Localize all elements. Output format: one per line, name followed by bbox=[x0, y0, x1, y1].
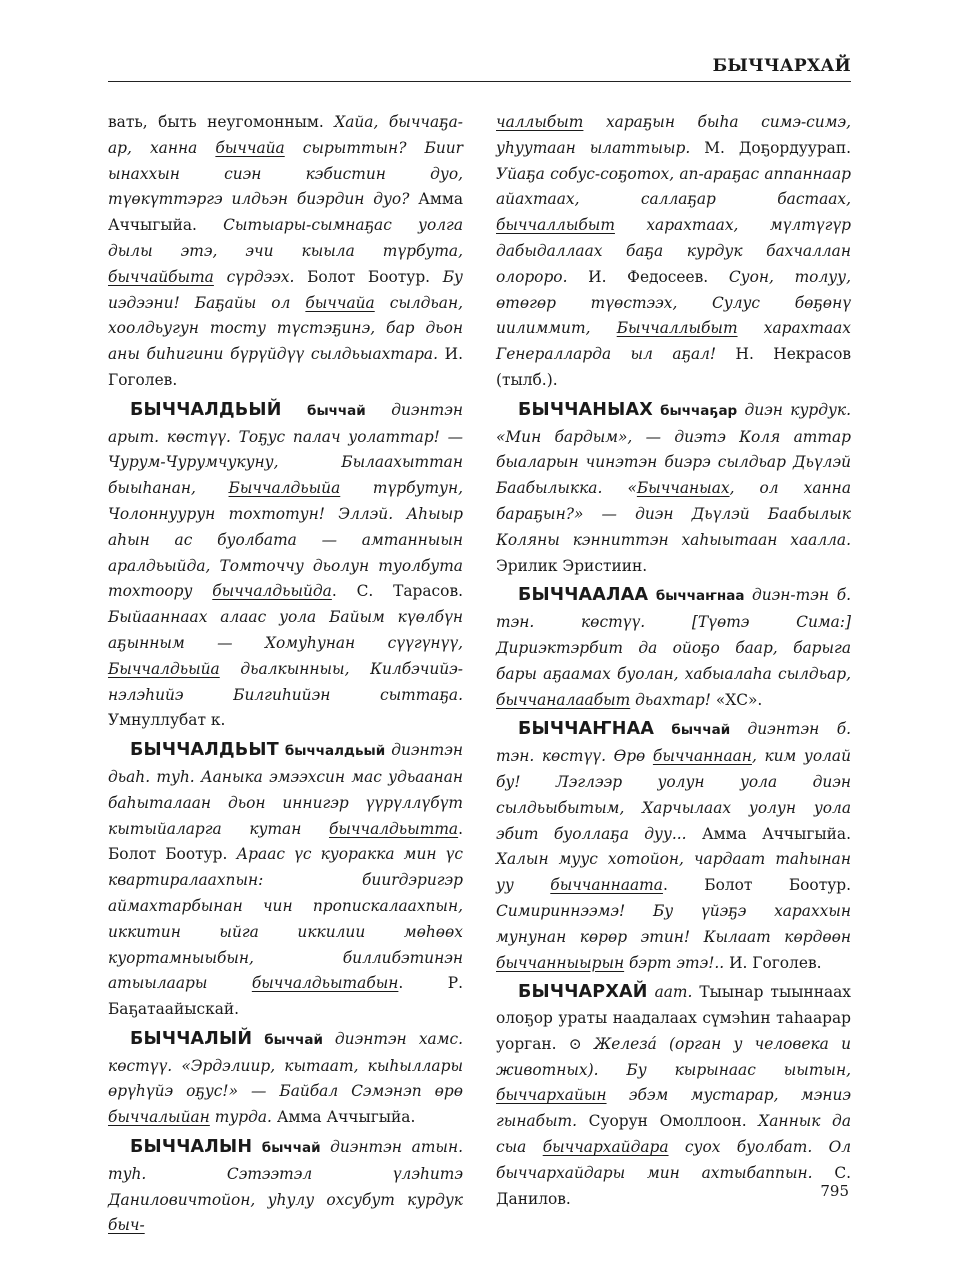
entry-bychchaalaa: БЫЧЧААЛАА быччаҥнаа диэн-тэн б. тэн. көстүү. [Түөтэ Сима:] Дириэктэрбит да ойоҕо баар, барыга бары аҕаамах буолан, хабыалаһа сылдьар, быччаналаабыт дьахтар! «ХС». bbox=[496, 585, 852, 709]
headword: БЫЧЧАЛЫЙ bbox=[130, 1028, 253, 1049]
headword: БЫЧЧАЛДЬЫЙ bbox=[130, 399, 282, 420]
left-column bbox=[108, 110, 463, 1239]
entry-continuation: вать, быть неугомонным. Хайа, быччаҕа-ар, ханна быччайа сырыттын? Бииr ынаххын сиэн кэбистин дуо, түөкүттэргэ илдьэн биэрдин дуо? Амма Аччыгыйа. Сытыары-сымнаҕас уолга дылы этэ, эчи кыыла түрбута, быччайбыта сүрдээх. Болот Боотур. Бу иэдээни! Баҕайы ол быччайа сылдьан, хоолдьугун тосту түстэҕинэ, бар дьон аны биһигини бүрүйдүү сылдьыахтара. И. Гоголев. bbox=[108, 113, 464, 389]
entry-bychchalyj: БЫЧЧАЛЫЙ быччай диэнтэн хамс. көстүү. «Эрдэлиир, кытаат, кыһыллары өрүһүйэ оҕус!» — Байбал Сэмэнэп өрө быччалыйан турда. Амма Аччыгыйа. bbox=[108, 1028, 463, 1127]
entry-bychcharhaj: БЫЧЧАРХАЙ аат. Тыынар тыыннаах олоҕор ураты наадалаах сүмэһин таһаарар уорган. ⊙ Железа́ (орган у человека и животных). Бу кырынаас ыытын, быччархайын эбэм мустарар, мэниэ гынабыт. Суорун Омоллоон. Ханнык да сыа быччархайдара суох буолбат. Ол быччархайдары мин ахтыбаппын. С. Данилов. bbox=[496, 982, 851, 1208]
headword: БЫЧЧАЛДЬЫТ bbox=[130, 740, 279, 761]
running-head: БЫЧЧАРХАЙ bbox=[712, 56, 851, 76]
page-number: 795 bbox=[820, 1182, 849, 1200]
entry-bychchanyah: БЫЧЧАНЫАХ быччаҕар диэн курдук. «Мин бардым», — диэтэ Коля аттар быаларын чинэтэн биэрэ сылдьар Дьүлэй Баабылыкка. «Быччаныах, ол ханна бараҕын?» — диэн Дьүлэй Баабылык Коляны кэнниттэн хаһыытаан хаалла. Эрилик Эристиин. bbox=[496, 399, 852, 575]
entry-bychchalyn: БЫЧЧАЛЫН быччай диэнтэн атын. туһ. Сэтээтэл үлэһитэ Даниловичтойон, уһулу охсубут курдук быч- bbox=[108, 1137, 463, 1235]
headword: БЫЧЧААЛАА bbox=[518, 585, 649, 606]
right-column bbox=[496, 110, 851, 1212]
headword: БЫЧЧАЛЫН bbox=[130, 1137, 253, 1158]
entry-bychchaldyt: БЫЧЧАЛДЬЫТ быччалдьый диэнтэн дьаһ. туһ. Ааныка эмээхсин мас удьаанан баһыталаан дьон иннигэр үүрүллүбүт кытыйаларга кутан быччалдьытта. Болот Боотур. Араас үс куоракка мин үс квартиралаахпын: бииrдэригэр аймахтарбынан чин пропискалаахпын, иккитин ыйга иккилии мөһөөх куортамныыбын, биллибэтинэн атыылаары быччалдьытабын. Р. Баҕатаайыскай. bbox=[108, 740, 464, 1019]
headword: БЫЧЧАНЫАХ bbox=[518, 399, 653, 420]
headword: БЫЧЧАҤНАА bbox=[518, 719, 655, 740]
entry-bychchangnaa: БЫЧЧАҤНАА быччай диэнтэн б. тэн. көстүү. Өрө быччаннаан, ким уолай бу! Лэглээр уолун уола диэн сылдьыбытым, Харчылаах уолун уола эбит буоллаҕа дуу... Амма Аччыгыйа. Халын муус хотойон, чардаат таһынан уу быччаннаата. Болот Боотур. Симириннээмэ! Бу үйэҕэ хараххын мунунан көрөр этин! Кылаат көрдөөн быччанныырын бэрт этэ!.. И. Гоголев. bbox=[496, 719, 852, 972]
headword: БЫЧЧАРХАЙ bbox=[518, 982, 648, 1003]
header-rule bbox=[108, 81, 851, 82]
entry-bychchaldyjy: БЫЧЧАЛДЬЫЙ быччай диэнтэн арыт. көстүү. Тоҕус палач уолаттар! — Чурум-Чурумчукуну, Былаахыттан быыһанан, Быччалдьыйа түрбутун, Чолоннуурун тохтотун! Эллэй. Аһыыр аһын ас буолбата — амтанныын аралдьыйда, Томточчу дьолун туолбута тохтоору быччалдьыйда. С. Тарасов. Быйааннаах алаас уола Байым күөлбүн аҕынным — Хомуһунан сүүгүнүү, Быччалдьыйа дьалкынныы, Килбэчийэ-нэлэһийэ Билгиһийэн сыттаҕа. Умнуллубат к. bbox=[108, 399, 463, 730]
entry-continuation: чаллыбыт хараҕын быһа симэ-симэ, уһуутаан ылаттыыр. М. Доҕордуурап. Уйаҕа собус-соҕотох, ап-араҕас аппаннаар айахтаах, саллаҕар бастаах, быччаллыбыт харахтаах, мүлтүгүр дабыдаллаах баҕа курдук бахчаллан олороро. И. Федосеев. Суон, толуу, өтөгөр түөстээх, Сулус бөҕөнү иилиммит, Быччаллыбыт харахтаах Генералларда ыл аҕал! Н. Некрасов (тылб.). bbox=[496, 113, 852, 389]
